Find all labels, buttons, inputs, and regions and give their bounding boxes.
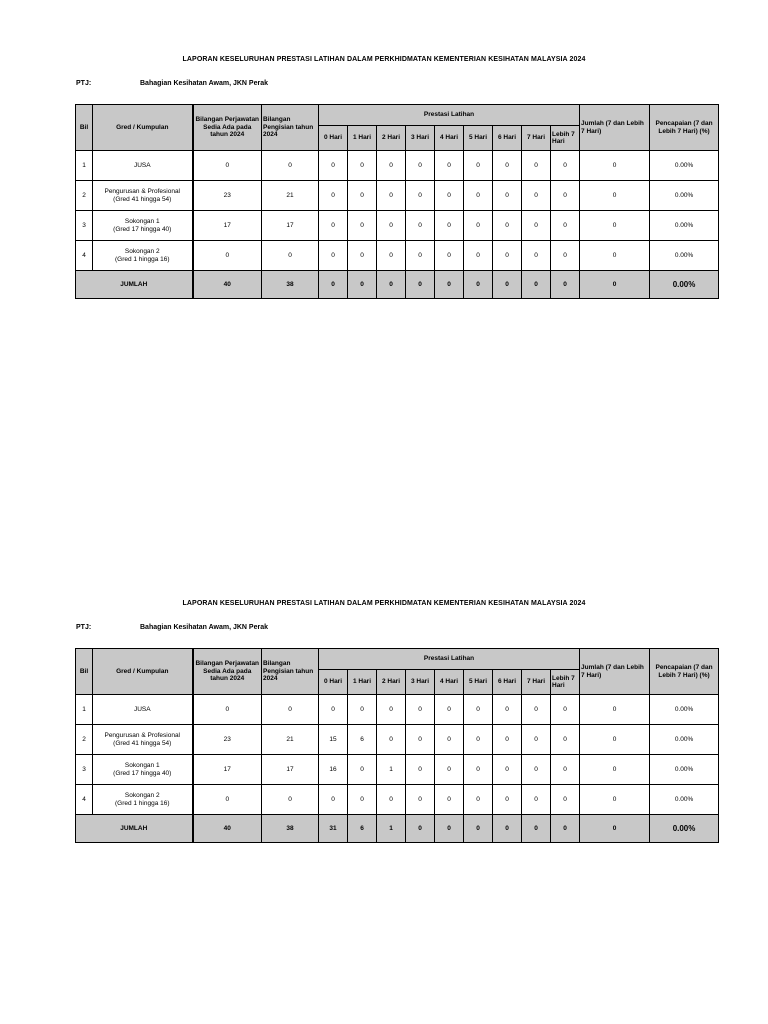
- cell-day: 0: [493, 785, 522, 815]
- col-header-day: 6 Hari: [493, 126, 522, 151]
- report-table: [75, 104, 719, 299]
- col-header-day: 1 Hari: [348, 126, 377, 151]
- cell-day: 0: [435, 211, 464, 241]
- cell-gred: [93, 181, 193, 211]
- cell-day: 0: [377, 241, 406, 271]
- gred-name: Sokongan 1: [124, 762, 160, 770]
- col-header-pencapaian: Pencapaian (7 dan Lebih 7 Hari) (%): [650, 649, 719, 695]
- cell-jumlah: 0: [580, 755, 650, 785]
- cell-gred: [93, 785, 193, 815]
- cell-day: 0: [319, 785, 348, 815]
- col-header-pencapaian: Pencapaian (7 dan Lebih 7 Hari) (%): [650, 105, 719, 151]
- cell-pencapaian: 0.00%: [650, 725, 719, 755]
- cell-day: 0: [522, 241, 551, 271]
- col-header-prestasi: Prestasi Latihan: [319, 105, 580, 126]
- cell-pencapaian: 0.00%: [650, 151, 719, 181]
- cell-pengisian: 0: [262, 241, 319, 271]
- gred-range: (Gred 41 hingga 54): [113, 739, 172, 747]
- col-header-gred: Gred / Kumpulan: [93, 105, 193, 151]
- total-day: 0: [435, 815, 464, 843]
- cell-day: 0: [551, 695, 580, 725]
- cell-day: 0: [319, 211, 348, 241]
- col-header-day: 1 Hari: [348, 670, 377, 695]
- cell-day: 0: [319, 241, 348, 271]
- cell-day: 0: [464, 725, 493, 755]
- table-row: [76, 695, 719, 725]
- cell-pencapaian: 0.00%: [650, 241, 719, 271]
- total-day: 0: [348, 271, 377, 299]
- cell-day: 0: [406, 241, 435, 271]
- cell-pencapaian: 0.00%: [650, 181, 719, 211]
- cell-day: 0: [464, 785, 493, 815]
- cell-day: 0: [406, 695, 435, 725]
- cell-day: 0: [377, 785, 406, 815]
- cell-pengisian: 21: [262, 725, 319, 755]
- gred-range: (Gred 17 hingga 40): [113, 225, 172, 233]
- header-row: [76, 649, 719, 670]
- cell-day: 0: [493, 755, 522, 785]
- total-label: JUMLAH: [76, 271, 193, 299]
- cell-day: 0: [435, 785, 464, 815]
- cell-day: 0: [522, 151, 551, 181]
- gred-name: Sokongan 2: [124, 792, 160, 800]
- cell-day: 0: [348, 785, 377, 815]
- gred-range: (Gred 1 hingga 16): [114, 799, 170, 807]
- total-day: 0: [377, 271, 406, 299]
- cell-day: 0: [319, 181, 348, 211]
- table-row: [76, 181, 719, 211]
- cell-gred: [93, 755, 193, 785]
- header-row: [76, 105, 719, 126]
- total-row: [76, 815, 719, 843]
- cell-day: 0: [464, 151, 493, 181]
- cell-pengisian: 21: [262, 181, 319, 211]
- total-day: 0: [522, 815, 551, 843]
- table-row: [76, 725, 719, 755]
- cell-bil: 4: [76, 241, 93, 271]
- cell-day: 0: [551, 211, 580, 241]
- col-header-perjawatan: Bilangan Perjawatan Sedia Ada pada tahun 2024: [193, 649, 262, 695]
- total-day: 31: [319, 815, 348, 843]
- total-day: 0: [319, 271, 348, 299]
- cell-jumlah: 0: [580, 211, 650, 241]
- cell-bil: 4: [76, 785, 93, 815]
- cell-day: 0: [493, 695, 522, 725]
- cell-day: 0: [464, 695, 493, 725]
- cell-day: 0: [464, 755, 493, 785]
- total-day: 6: [348, 815, 377, 843]
- cell-jumlah: 0: [580, 151, 650, 181]
- cell-day: 1: [377, 755, 406, 785]
- cell-day: 0: [348, 755, 377, 785]
- cell-day: 0: [319, 151, 348, 181]
- report-title: LAPORAN KESELURUHAN PRESTASI LATIHAN DALAM PERKHIDMATAN KEMENTERIAN KESIHATAN MALAYSIA 2024: [182, 600, 586, 607]
- col-header-day: 3 Hari: [406, 126, 435, 151]
- cell-perjawatan: 0: [193, 695, 262, 725]
- col-header-perjawatan: Bilangan Perjawatan Sedia Ada pada tahun 2024: [193, 105, 262, 151]
- col-header-day: 2 Hari: [377, 126, 406, 151]
- report-table: [75, 648, 719, 843]
- cell-pencapaian: 0.00%: [650, 695, 719, 725]
- cell-day: 0: [464, 241, 493, 271]
- cell-day: 0: [522, 181, 551, 211]
- cell-day: 0: [493, 725, 522, 755]
- col-header-day: 4 Hari: [435, 670, 464, 695]
- cell-day: 0: [522, 211, 551, 241]
- cell-day: 0: [493, 151, 522, 181]
- col-header-day: 4 Hari: [435, 126, 464, 151]
- total-pengisian: 38: [262, 815, 319, 843]
- total-day: 1: [377, 815, 406, 843]
- table-row: [76, 151, 719, 181]
- cell-day: 0: [377, 695, 406, 725]
- cell-day: 0: [493, 181, 522, 211]
- cell-bil: 1: [76, 695, 93, 725]
- total-day: 0: [464, 271, 493, 299]
- cell-pencapaian: 0.00%: [650, 785, 719, 815]
- cell-day: 0: [522, 785, 551, 815]
- col-header-day: Lebih 7 Hari: [551, 670, 580, 695]
- cell-day: 0: [377, 725, 406, 755]
- cell-pengisian: 17: [262, 755, 319, 785]
- col-header-pengisian: Bilangan Pengisian tahun 2024: [262, 649, 319, 695]
- cell-day: 0: [348, 695, 377, 725]
- table-row: [76, 755, 719, 785]
- cell-perjawatan: 17: [193, 755, 262, 785]
- cell-bil: 3: [76, 755, 93, 785]
- gred-range: (Gred 41 hingga 54): [113, 195, 172, 203]
- cell-day: 0: [348, 241, 377, 271]
- ptj-value: Bahagian Kesihatan Awam, JKN Perak: [140, 624, 268, 631]
- cell-pencapaian: 0.00%: [650, 211, 719, 241]
- ptj-label: PTJ:: [76, 624, 92, 631]
- cell-pengisian: 0: [262, 151, 319, 181]
- cell-day: 0: [435, 181, 464, 211]
- cell-pencapaian: 0.00%: [650, 755, 719, 785]
- col-header-day: 5 Hari: [464, 126, 493, 151]
- cell-day: 0: [377, 181, 406, 211]
- total-jumlah: 0: [580, 271, 650, 299]
- col-header-day: 2 Hari: [377, 670, 406, 695]
- cell-perjawatan: 23: [193, 725, 262, 755]
- table-row: [76, 241, 719, 271]
- col-header-pengisian: Bilangan Pengisian tahun 2024: [262, 105, 319, 151]
- cell-day: 6: [348, 725, 377, 755]
- gred-name: Pengurusan & Profesional: [104, 188, 181, 196]
- cell-day: 0: [406, 181, 435, 211]
- col-header-day: Lebih 7 Hari: [551, 126, 580, 151]
- cell-pengisian: 17: [262, 211, 319, 241]
- total-day: 0: [435, 271, 464, 299]
- col-header-bil: Bil: [76, 649, 93, 695]
- cell-day: 0: [493, 241, 522, 271]
- cell-jumlah: 0: [580, 181, 650, 211]
- total-day: 0: [493, 815, 522, 843]
- cell-day: 0: [435, 755, 464, 785]
- cell-jumlah: 0: [580, 695, 650, 725]
- cell-gred: [93, 151, 193, 181]
- cell-day: 0: [522, 755, 551, 785]
- cell-perjawatan: 23: [193, 181, 262, 211]
- cell-day: 0: [406, 785, 435, 815]
- col-header-prestasi: Prestasi Latihan: [319, 649, 580, 670]
- gred-name: Sokongan 2: [124, 248, 160, 256]
- cell-pengisian: 0: [262, 785, 319, 815]
- cell-day: 15: [319, 725, 348, 755]
- cell-day: 0: [319, 695, 348, 725]
- col-header-day: 0 Hari: [319, 670, 348, 695]
- total-day: 0: [551, 815, 580, 843]
- cell-gred: [93, 241, 193, 271]
- cell-day: 0: [551, 725, 580, 755]
- report-title: LAPORAN KESELURUHAN PRESTASI LATIHAN DALAM PERKHIDMATAN KEMENTERIAN KESIHATAN MALAYSIA 2024: [182, 56, 586, 63]
- total-pencapaian: 0.00%: [650, 271, 719, 299]
- cell-day: 0: [435, 695, 464, 725]
- total-day: 0: [551, 271, 580, 299]
- cell-day: 0: [464, 211, 493, 241]
- ptj-label: PTJ:: [76, 80, 92, 87]
- cell-jumlah: 0: [580, 725, 650, 755]
- cell-day: 0: [493, 211, 522, 241]
- cell-day: 0: [377, 211, 406, 241]
- cell-day: 0: [522, 725, 551, 755]
- cell-day: 0: [551, 151, 580, 181]
- col-header-jumlah: Jumlah (7 dan Lebih 7 Hari): [580, 105, 650, 151]
- total-perjawatan: 40: [193, 815, 262, 843]
- cell-day: 0: [551, 755, 580, 785]
- col-header-day: 5 Hari: [464, 670, 493, 695]
- ptj-value: Bahagian Kesihatan Awam, JKN Perak: [140, 80, 268, 87]
- cell-pengisian: 0: [262, 695, 319, 725]
- col-header-day: 7 Hari: [522, 670, 551, 695]
- total-row: [76, 271, 719, 299]
- cell-day: 0: [551, 785, 580, 815]
- total-label: JUMLAH: [76, 815, 193, 843]
- total-day: 0: [406, 271, 435, 299]
- cell-day: 0: [406, 755, 435, 785]
- col-header-day: 6 Hari: [493, 670, 522, 695]
- table-row: [76, 785, 719, 815]
- cell-day: 0: [406, 725, 435, 755]
- gred-range: (Gred 1 hingga 16): [114, 255, 170, 263]
- gred-name: JUSA: [133, 161, 151, 169]
- cell-gred: [93, 725, 193, 755]
- total-jumlah: 0: [580, 815, 650, 843]
- cell-day: 0: [435, 241, 464, 271]
- total-day: 0: [493, 271, 522, 299]
- total-day: 0: [522, 271, 551, 299]
- table-row: [76, 211, 719, 241]
- col-header-day: 3 Hari: [406, 670, 435, 695]
- col-header-jumlah: Jumlah (7 dan Lebih 7 Hari): [580, 649, 650, 695]
- total-pencapaian: 0.00%: [650, 815, 719, 843]
- cell-day: 0: [377, 151, 406, 181]
- cell-jumlah: 0: [580, 785, 650, 815]
- col-header-bil: Bil: [76, 105, 93, 151]
- cell-day: 16: [319, 755, 348, 785]
- cell-day: 0: [348, 181, 377, 211]
- cell-perjawatan: 0: [193, 785, 262, 815]
- cell-day: 0: [464, 181, 493, 211]
- cell-bil: 3: [76, 211, 93, 241]
- gred-range: (Gred 17 hingga 40): [113, 769, 172, 777]
- col-header-day: 7 Hari: [522, 126, 551, 151]
- cell-bil: 2: [76, 725, 93, 755]
- cell-day: 0: [406, 211, 435, 241]
- gred-name: Sokongan 1: [124, 218, 160, 226]
- cell-day: 0: [348, 211, 377, 241]
- cell-day: 0: [348, 151, 377, 181]
- col-header-gred: Gred / Kumpulan: [93, 649, 193, 695]
- cell-day: 0: [551, 181, 580, 211]
- cell-day: 0: [522, 695, 551, 725]
- cell-bil: 2: [76, 181, 93, 211]
- cell-day: 0: [551, 241, 580, 271]
- cell-jumlah: 0: [580, 241, 650, 271]
- cell-day: 0: [435, 151, 464, 181]
- cell-perjawatan: 0: [193, 151, 262, 181]
- total-pengisian: 38: [262, 271, 319, 299]
- total-day: 0: [406, 815, 435, 843]
- gred-name: JUSA: [133, 705, 151, 713]
- col-header-day: 0 Hari: [319, 126, 348, 151]
- total-perjawatan: 40: [193, 271, 262, 299]
- gred-name: Pengurusan & Profesional: [104, 732, 181, 740]
- cell-gred: [93, 695, 193, 725]
- cell-bil: 1: [76, 151, 93, 181]
- cell-gred: [93, 211, 193, 241]
- cell-day: 0: [435, 725, 464, 755]
- cell-perjawatan: 0: [193, 241, 262, 271]
- total-day: 0: [464, 815, 493, 843]
- cell-day: 0: [406, 151, 435, 181]
- cell-perjawatan: 17: [193, 211, 262, 241]
